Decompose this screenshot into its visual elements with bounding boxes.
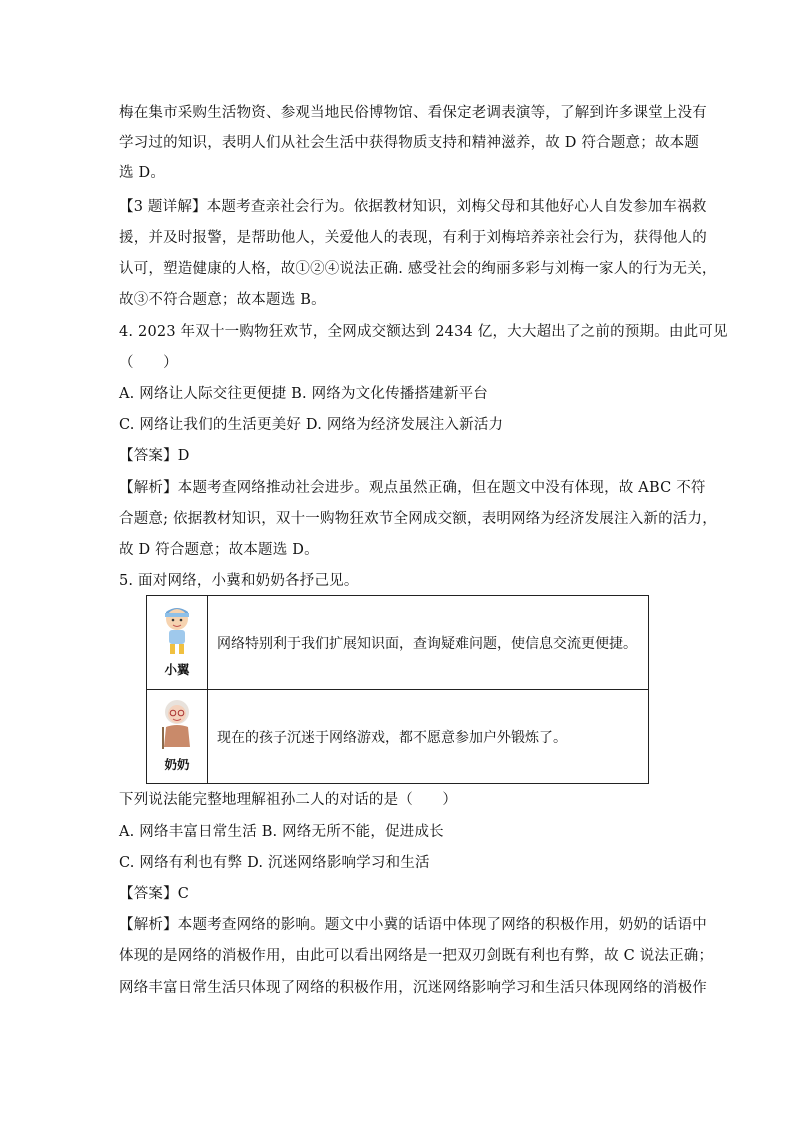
question-5-options-ab: A. 网络丰富日常生活 B. 网络无所不能，促进成长 — [119, 824, 444, 840]
question-4-analysis: 【解析】本题考查网络推动社会进步。观点虽然正确，但在题文中没有体现，故 ABC 不符 — [119, 480, 706, 496]
question-5-options-cd: C. 网络有利也有弊 D. 沉迷网络影响学习和生活 — [119, 855, 430, 871]
question-5-stem: 5. 面对网络，小冀和奶奶各抒己见。 — [119, 573, 359, 589]
question-4-stem: 4. 2023 年双十一购物狂欢节，全网成交额达到 2434 亿，大大超出了之前的预期。由此可见 — [119, 324, 728, 340]
question-4-options-ab: A. 网络让人际交往更便捷 B. 网络为文化传播搭建新平台 — [119, 386, 488, 402]
speaker-cell — [147, 690, 208, 784]
speaker-name: 小翼 — [164, 662, 190, 677]
text-line: 选 D。 — [119, 165, 166, 181]
speech-text: 现在的孩子沉迷于网络游戏，都不愿意参加户外锻炼了。 — [208, 690, 649, 784]
text-line: 故③不符合题意；故本题选 B。 — [119, 292, 326, 308]
text-line: 学习过的知识，表明人们从社会生活中获得物质支持和精神滋养，故 D 符合题意；故本题 — [119, 135, 700, 151]
question-4-blank: （ ） — [119, 355, 178, 371]
dialog-row — [147, 596, 649, 690]
question-5-analysis: 【解析】本题考查网络的影响。题文中小冀的话语中体现了网络的积极作用，奶奶的话语中 — [119, 917, 707, 933]
text-line: 【3 题详解】本题考查亲社会行为。依据教材知识，刘梅父母和其他好心人自发参加车祸救 — [119, 199, 707, 215]
text-line: 体现的是网络的消极作用，由此可以看出网络是一把双刃剑既有利也有弊，故 C 说法正确； — [119, 948, 714, 964]
dialog-table — [146, 595, 649, 784]
text-line: 梅在集市采购生活物资、参观当地民俗博物馆、看保定老调表演等，了解到许多课堂上没有 — [119, 105, 707, 121]
text-line: 援，并及时报警，是帮助他人，关爱他人的表现，有利于刘梅培养亲社会行为，获得他人的 — [119, 230, 707, 246]
text-line: 认可，塑造健康的人格，故①②④说法正确. 感受社会的绚丽多彩与刘梅一家人的行为无关， — [119, 261, 717, 277]
dialog-row — [147, 690, 649, 784]
speaker-cell — [147, 596, 208, 690]
question-4-answer: 【答案】D — [119, 448, 190, 464]
speech-text: 网络特别利于我们扩展知识面，查询疑难问题，使信息交流更便捷。 — [208, 596, 649, 690]
text-line: 故 D 符合题意；故本题选 D。 — [119, 542, 319, 558]
speaker-name: 奶奶 — [164, 757, 190, 772]
question-4-options-cd: C. 网络让我们的生活更美好 D. 网络为经济发展注入新活力 — [119, 417, 504, 433]
question-5-answer: 【答案】C — [119, 886, 190, 902]
text-line: 网络丰富日常生活只体现了网络的积极作用，沉迷网络影响学习和生活只体现网络的消极作 — [119, 980, 707, 996]
boy-cartoon-icon — [160, 604, 194, 656]
grandma-cartoon-icon — [157, 697, 197, 751]
text-line: 合题意; 依据教材知识，双十一购物狂欢节全网成交额，表明网络为经济发展注入新的活力， — [119, 511, 717, 527]
question-5-prompt: 下列说法能完整地理解祖孙二人的对话的是（ ） — [119, 792, 458, 808]
